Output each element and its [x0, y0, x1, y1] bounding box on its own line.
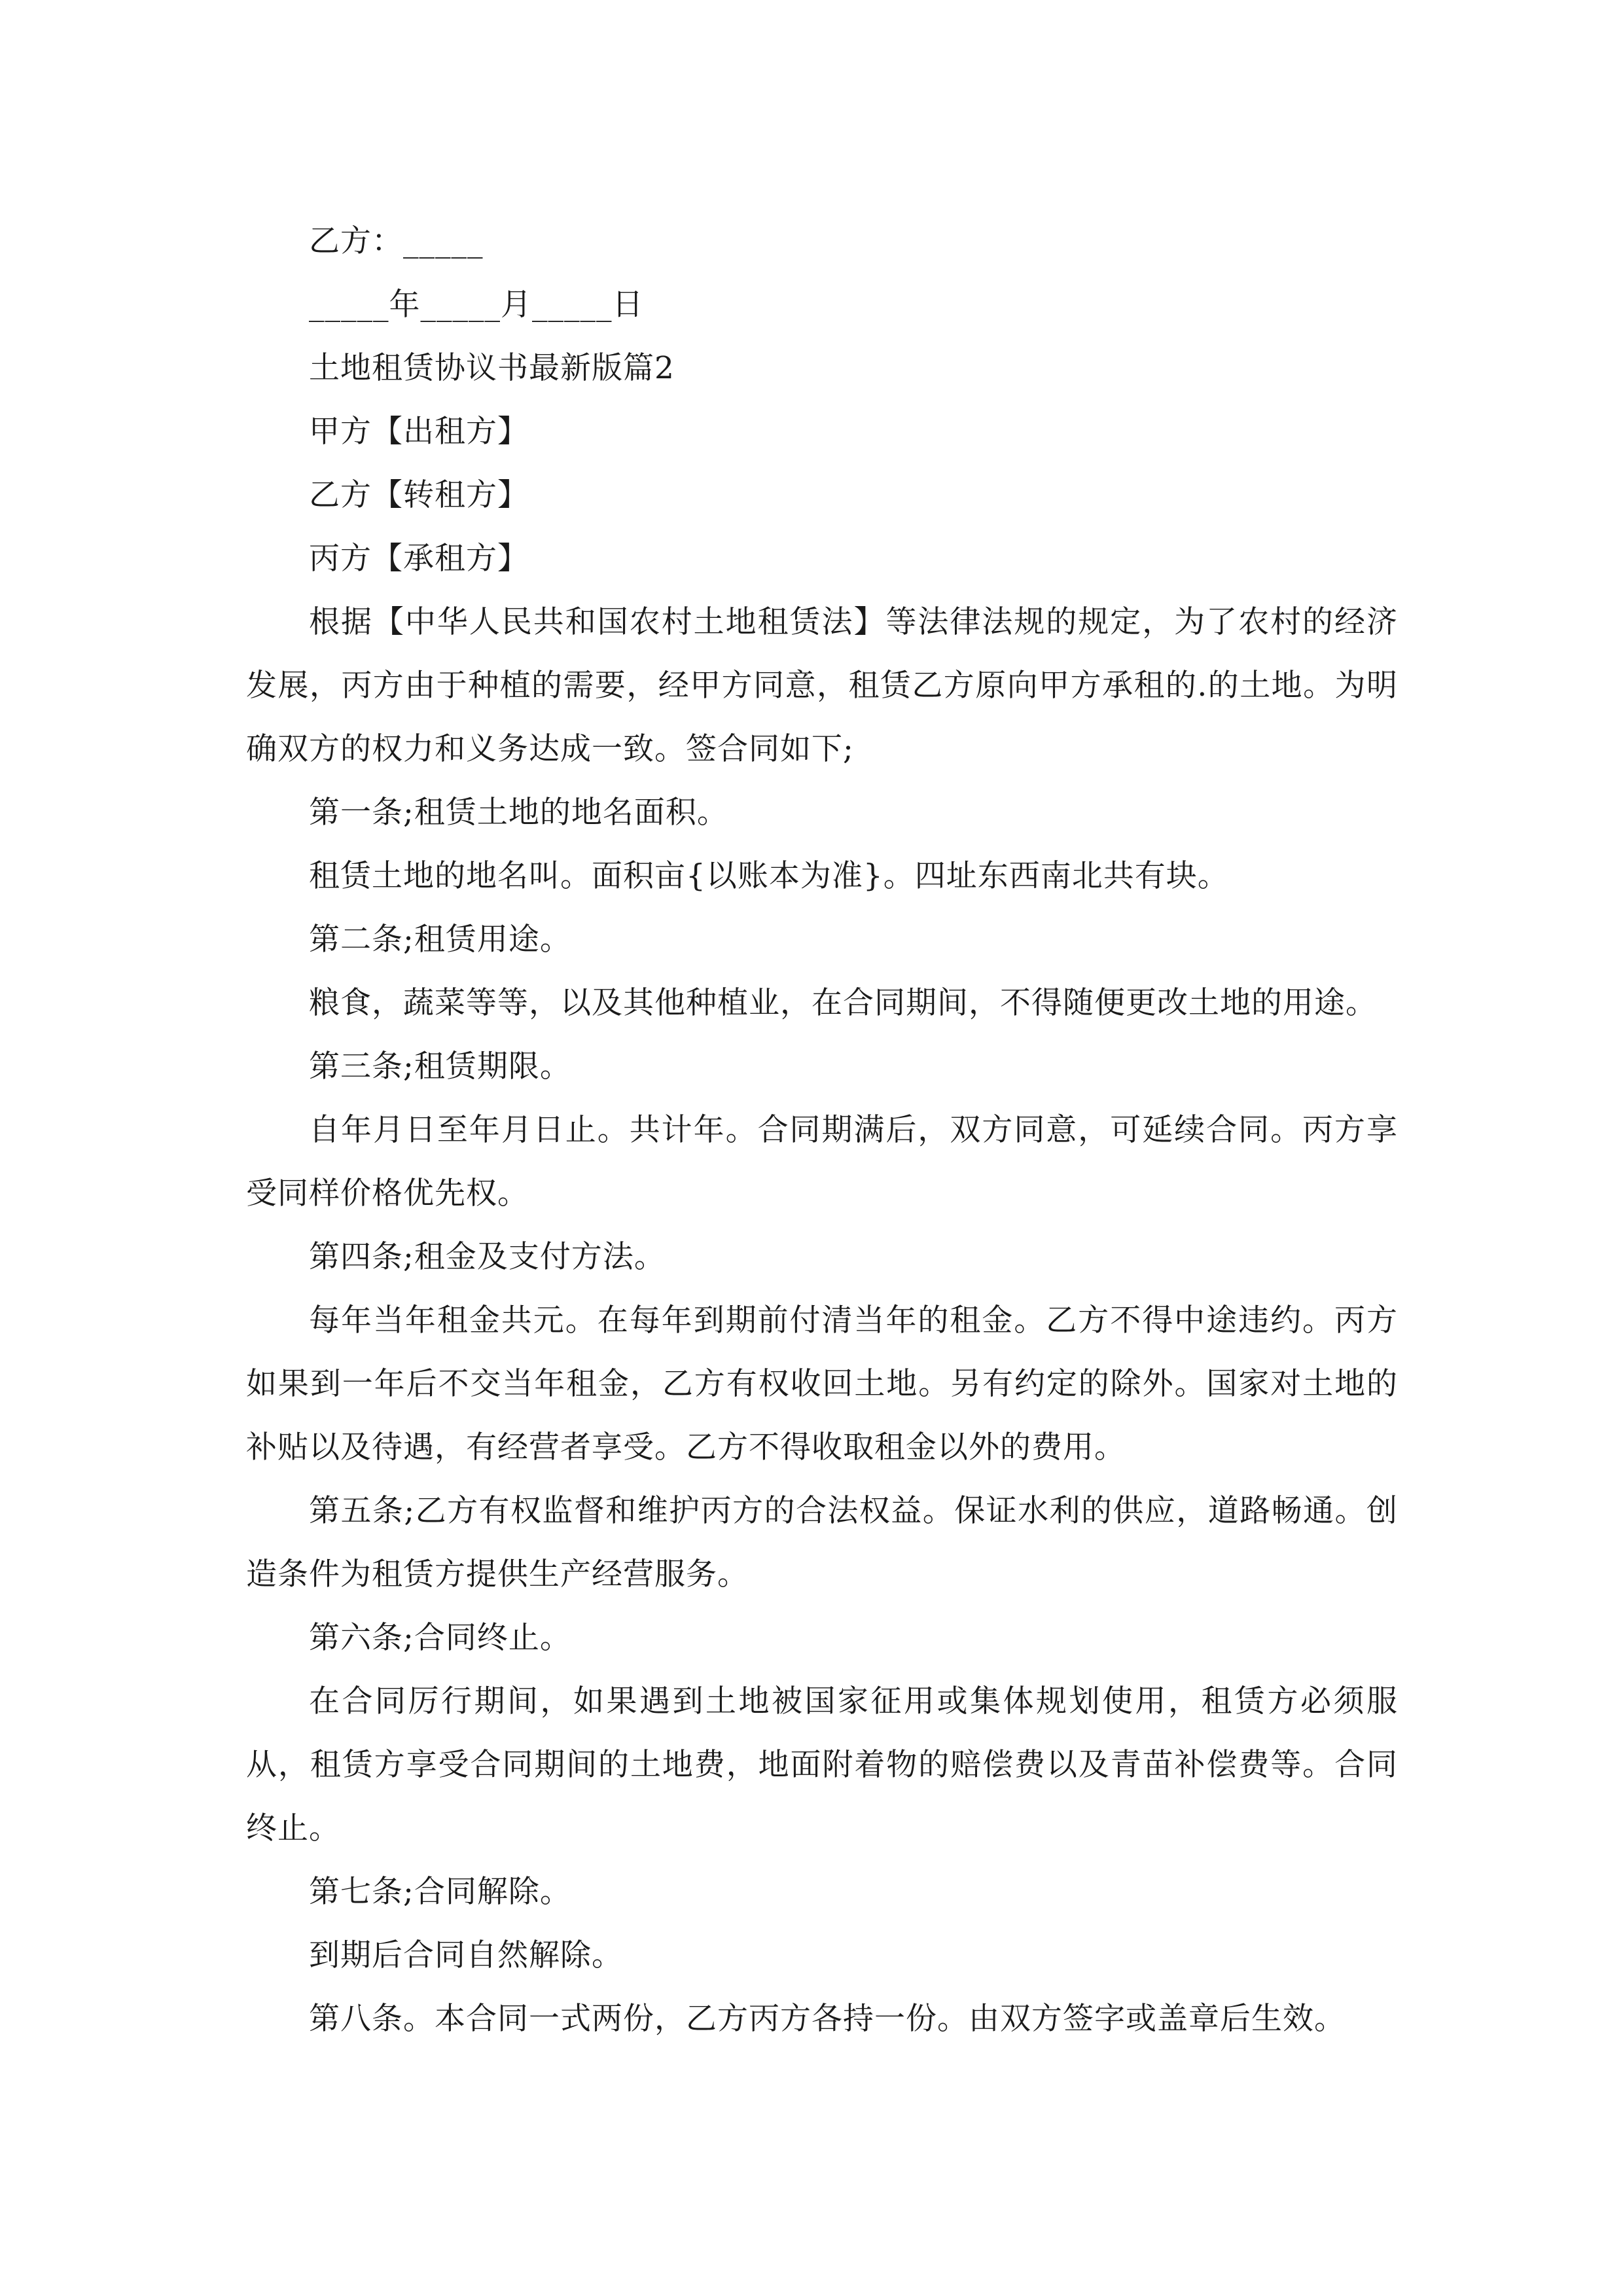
article-7-heading: 第七条;合同解除。: [309, 1874, 571, 1910]
article-8-paragraph: 第八条。本合同一式两份，乙方丙方各持一份。由双方签字或盖章后生效。: [309, 2001, 1346, 2037]
article-6-heading: 第六条;合同终止。: [309, 1620, 571, 1656]
party-b-label: 乙方【转租方】: [309, 477, 529, 513]
article-1-body: 租赁土地的地名叫。面积亩{以账本为准}。四址东西南北共有块。: [309, 858, 1229, 894]
section-title: 土地租赁协议书最新版篇2: [309, 350, 675, 386]
article-4-heading: 第四条;租金及支付方法。: [309, 1239, 666, 1275]
document-body: [246, 209, 1398, 2051]
article-4-body: 每年当年租金共元。在每年到期前付清当年的租金。乙方不得中途违约。丙方如果到一年后不交当年租金，乙方有权收回土地。另有约定的除外。国家对土地的补贴以及待遇，有经营者享受。乙方不得收取租金以外的费用。: [246, 1302, 1398, 1465]
date-line: _____年_____月_____日: [309, 287, 644, 323]
article-3-body: 自年月日至年月日止。共计年。合同期满后，双方同意，可延续合同。丙方享受同样价格优先权。: [246, 1112, 1398, 1211]
article-2-body: 粮食，蔬菜等等，以及其他种植业，在合同期间，不得随便更改土地的用途。: [309, 985, 1377, 1021]
article-2-heading: 第二条;租赁用途。: [309, 922, 571, 958]
party-b-signature-line: 乙方：_____: [309, 223, 484, 259]
party-c-label: 丙方【承租方】: [309, 541, 529, 577]
party-a-label: 甲方【出租方】: [309, 414, 529, 450]
article-7-body: 到期后合同自然解除。: [309, 1937, 623, 1973]
article-3-heading: 第三条;租赁期限。: [309, 1049, 571, 1085]
article-1-heading: 第一条;租赁土地的地名面积。: [309, 795, 728, 831]
article-5-paragraph: 第五条;乙方有权监督和维护丙方的合法权益。保证水利的供应，道路畅通。创造条件为租赁方提供生产经营服务。: [246, 1493, 1398, 1592]
preamble-paragraph: 根据【中华人民共和国农村土地租赁法】等法律法规的规定，为了农村的经济发展，丙方由于种植的需要，经甲方同意，租赁乙方原向甲方承租的.的土地。为明确双方的权力和义务达成一致。签合同如下;: [246, 604, 1398, 767]
article-6-body: 在合同厉行期间，如果遇到土地被国家征用或集体规划使用，租赁方必须服从，租赁方享受合同期间的土地费，地面附着物的赔偿费以及青苗补偿费等。合同终止。: [246, 1683, 1398, 1846]
